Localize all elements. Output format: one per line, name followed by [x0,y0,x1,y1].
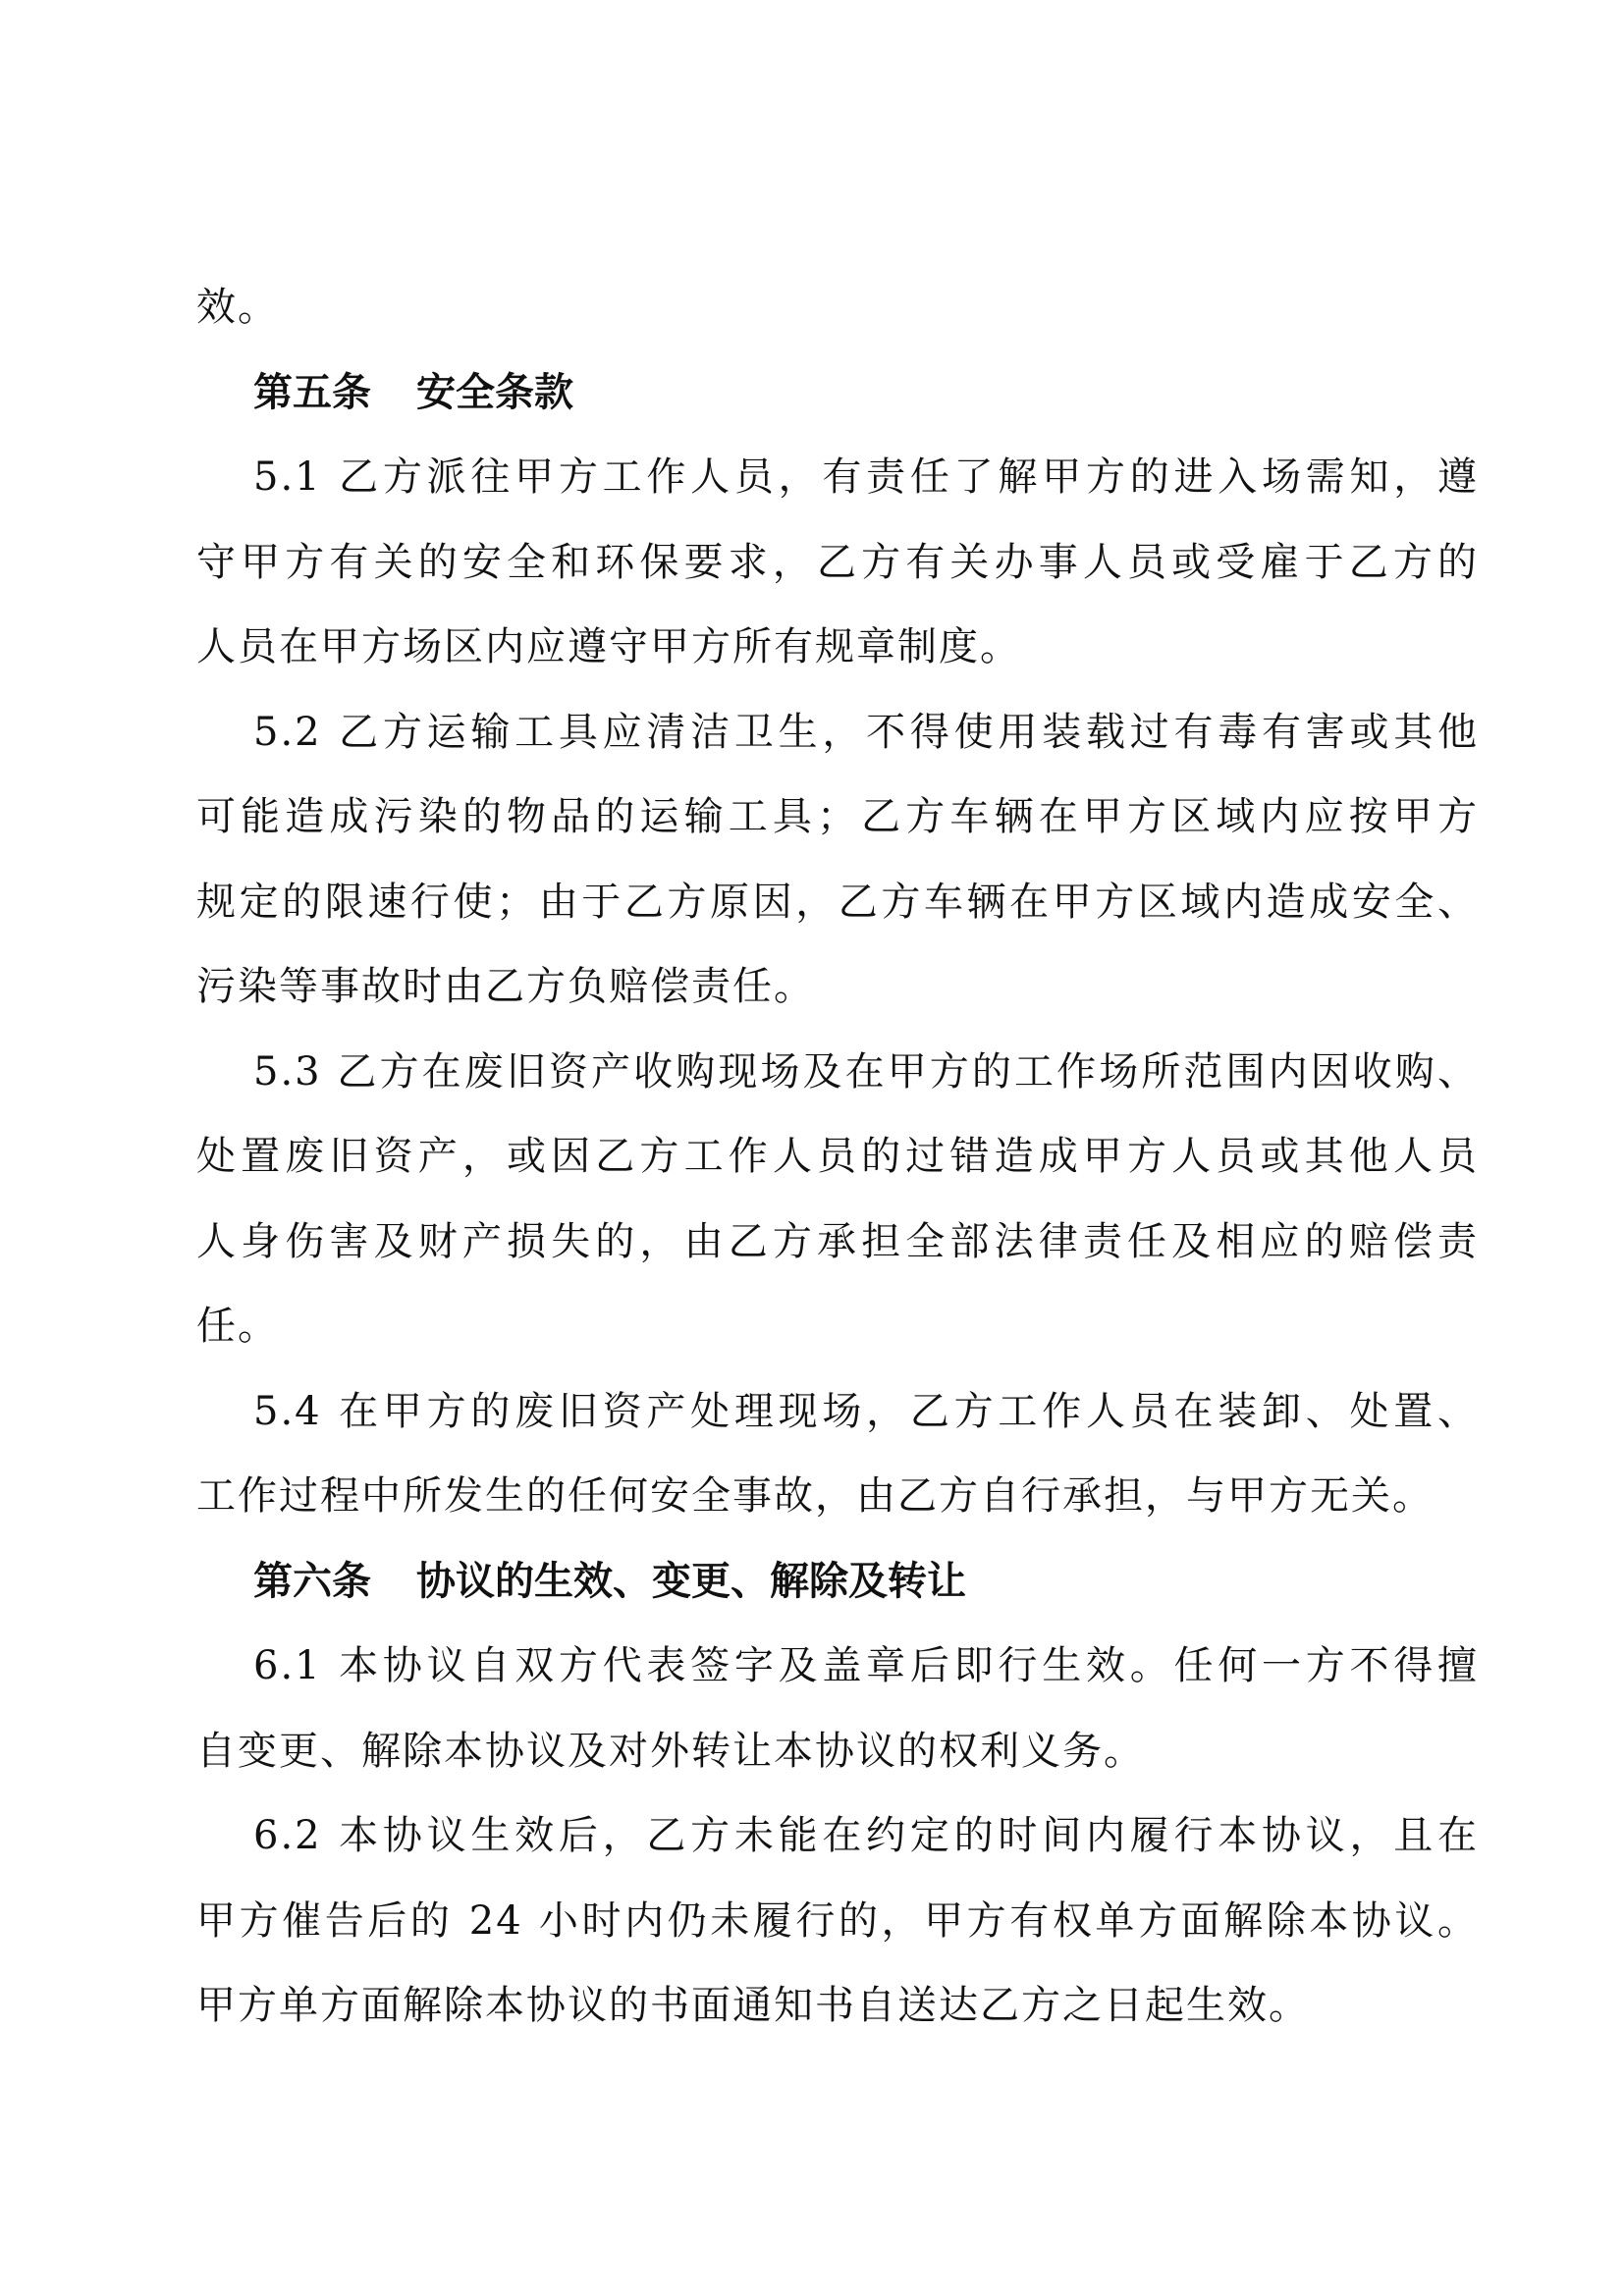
clause-5-2-line: 5.2 乙方运输工具应清洁卫生，不得使用装载过有毒有害或其他 [253,709,1479,755]
section-title: 安全条款 [416,369,573,415]
section-heading-5 [196,367,1479,453]
clause-6-2-line: 甲方催告后的 24 小时内仍未履行的，甲方有权单方面解除本协议。 [196,1897,1479,1944]
clause-5-3-line: 任。 [196,1304,279,1349]
clause-6-2-line: 6.2 本协议生效后，乙方未能在约定的时间内履行本协议，且在 [253,1813,1479,1858]
section-title: 协议的生效、变更、解除及转让 [416,1558,966,1604]
clause-5-4-line: 工作过程中所发生的任何安全事故，由乙方自行承担，与甲方无关。 [196,1473,1434,1519]
section-number: 第五条 [253,369,371,415]
clause-5-4-line: 5.4 在甲方的废旧资产处理现场，乙方工作人员在装卸、处置、 [253,1388,1479,1434]
clause-5-2-line: 可能造成污染的物品的运输工具；乙方车辆在甲方区域内应按甲方 [196,794,1479,839]
clause-5-3-line: 人身伤害及财产损失的，由乙方承担全部法律责任及相应的赔偿责 [196,1218,1479,1264]
clause-5-3-line: 处置废旧资产，或因乙方工作人员的过错造成甲方人员或其他人员 [196,1134,1479,1179]
clause-5-1-line: 人员在甲方场区内应遵守甲方所有规章制度。 [196,624,1021,669]
continuation-line: 效。 [196,285,279,330]
clause-5-2-line: 规定的限速行使；由于乙方原因，乙方车辆在甲方区域内造成安全、 [196,879,1479,925]
section-heading-6 [196,1556,1479,1641]
clause-5-3-line: 5.3 乙方在废旧资产收购现场及在甲方的工作场所范围内因收购、 [253,1048,1479,1095]
clause-6-1-line: 6.1 本协议自双方代表签字及盖章后即行生效。任何一方不得擅 [253,1643,1479,1688]
clause-6-2-line: 甲方单方面解除本协议的书面通知书自送达乙方之日起生效。 [196,1983,1310,2028]
clause-5-1-line: 守甲方有关的安全和环保要求，乙方有关办事人员或受雇于乙方的 [196,539,1479,585]
section-number: 第六条 [253,1558,371,1604]
clause-5-1-line: 5.1 乙方派往甲方工作人员，有责任了解甲方的进入场需知，遵 [253,454,1479,500]
clause-5-2-line: 污染等事故时由乙方负赔偿责任。 [196,964,815,1009]
document-page [196,282,1479,2065]
clause-6-1-line: 自变更、解除本协议及对外转让本协议的权利义务。 [196,1728,1145,1774]
